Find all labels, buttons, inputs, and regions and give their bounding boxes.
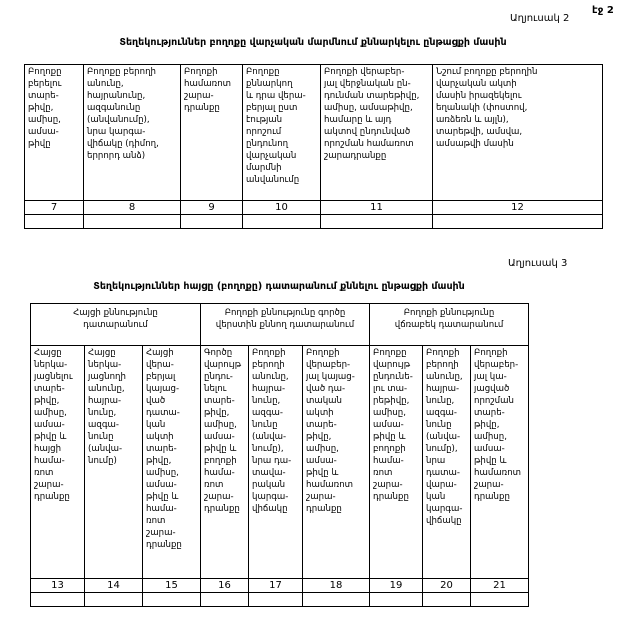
blank-cell: [84, 215, 181, 229]
blank-cell: [243, 215, 321, 229]
blank-cell: [433, 215, 603, 229]
annex3-header-cell: Բողոքը վարույթ ընդունե- լու տա- րեթիվը, ամիսը, ամսա- թիվը և բողոքի համա- ռոտ շարա- դրանքը: [370, 346, 423, 579]
column-number: 8: [84, 201, 181, 215]
blank-cell: [181, 215, 243, 229]
annex2-title: Տեղեկություններ բողոքը վարչական մարմնում քննարկելու ընթացքի մասին: [119, 37, 507, 48]
annex2-header-cell: Բողոքը բերողի անունը, հայրանունը, ազգանունը (անվանումը), նրա կարգա- վիճակը (դիմող, երրորդ անձ): [84, 65, 181, 201]
blank-cell: [321, 215, 433, 229]
court-group-header: Հայցի քննությունը դատարանում: [31, 304, 201, 346]
cassation-group-header: Բողոքի քննությունը վճռաբեկ դատարանում: [370, 304, 529, 346]
annex3-header-cell: Հայցը ներկա- յացնողի անունը, հայրա- նունը, ազգա- նունը (անվա- նումը): [85, 346, 143, 579]
column-number: 13: [31, 579, 85, 593]
annex2-header-cell: Բողոքի համառոտ շարա- դրանքը: [181, 65, 243, 201]
column-number: 9: [181, 201, 243, 215]
column-number: 10: [243, 201, 321, 215]
annex3-header-cell: Հայցի վերա- բերյալ կայաց- ված դատա- կան ակտի տարե- թիվը, ամիսը, ամսա- թիվը և համա- ռոտ շարա- դրանքը: [143, 346, 201, 579]
annex3-header-cell: Բողոքի բերողի անունը, հայրա- նունը, ազգա- նունը (անվա- նումը), նրա դատա- վարա- կան կարգա- վիճակը: [423, 346, 471, 579]
column-number: 7: [25, 201, 84, 215]
annex3-header-cell: Բողոքի վերաբեր- յալ կայաց- ված դա- տական ակտի տարե- թիվը, ամիսը, ամսա- թիվը և համառոտ շարա- դրանքը: [303, 346, 370, 579]
annex3-title: Տեղեկություններ հայցը (բողոքը) դատարանում քննելու ընթացքի մասին: [93, 281, 465, 292]
blank-cell: [25, 215, 84, 229]
annex3-number-row: [31, 579, 529, 593]
blank-cell: [85, 593, 143, 607]
annex3-header-cell: Հայցը ներկա- յացնելու տարե- թիվը, ամիսը, ամսա- թիվը և հայցի համա- ռոտ շարա- դրանքը: [31, 346, 85, 579]
column-number: 17: [249, 579, 303, 593]
annex3-label: Աղյուսակ 3: [508, 258, 568, 269]
page-number: էջ 2: [592, 5, 614, 16]
annex2-table: [24, 64, 603, 229]
column-number: 12: [433, 201, 603, 215]
column-number: 20: [423, 579, 471, 593]
annex2-label: Աղյուսակ 2: [510, 13, 570, 24]
column-number: 18: [303, 579, 370, 593]
blank-cell: [471, 593, 529, 607]
annex2-header-cell: Բողոքի վերաբեր- յալ վերջնական ըն- դունման տարեթիվը, ամիսը, ամսաթիվը, համարը և այդ ակտով ընդունված որոշման համառոտ շարադրանքը: [321, 65, 433, 201]
annex2-blank-row: [25, 215, 603, 229]
blank-cell: [370, 593, 423, 607]
column-number: 14: [85, 579, 143, 593]
blank-cell: [31, 593, 85, 607]
annex2-header-cell: Բողոքը քննարկող և դրա վերա- բերյալ ըստ էության որոշում ընդունող վարչական մարմնի անվանումը: [243, 65, 321, 201]
annex3-group-row: [31, 304, 529, 346]
column-number: 19: [370, 579, 423, 593]
column-number: 16: [201, 579, 249, 593]
annex3-header-row: [31, 346, 529, 579]
appeal-group-header: Բողոքի քննությունը գործը վերստին քննող դատարանում: [201, 304, 370, 346]
blank-cell: [423, 593, 471, 607]
annex3-header-cell: Բողոքի բերողի անունը, հայրա- նունը, ազգա- նունը (անվա- նումը), նրա դա- տավա- րական կարգա- վիճակը: [249, 346, 303, 579]
annex2-header-cell: Նշում բողոքը բերողին վարչական ակտի մասին իրազեկելու եղանակի (փոստով, առձեռն և այլն), տարեթվի, ամսվա, ամսաթվի մասին: [433, 65, 603, 201]
annex3-table: [30, 303, 529, 607]
annex3-blank-row: [31, 593, 529, 607]
blank-cell: [303, 593, 370, 607]
column-number: 21: [471, 579, 529, 593]
column-number: 11: [321, 201, 433, 215]
blank-cell: [143, 593, 201, 607]
annex3-header-cell: Բողոքի վերաբեր- յալ կա- յացված որոշման տարե- թիվը, ամիսը, ամսա- թիվը և համառոտ շարա- դրանքը: [471, 346, 529, 579]
blank-cell: [249, 593, 303, 607]
annex2-header-cell: Բողոքը բերելու տարե- թիվը, ամիսը, ամսա- թիվը: [25, 65, 84, 201]
annex2-header-row: [25, 65, 603, 201]
annex2-number-row: [25, 201, 603, 215]
annex3-header-cell: Գործը վարույթ ընդու- նելու տարե- թիվը, ամիսը, ամսա- թիվը և բողոքի համա- ռոտ շարա- դրանքը: [201, 346, 249, 579]
blank-cell: [201, 593, 249, 607]
column-number: 15: [143, 579, 201, 593]
